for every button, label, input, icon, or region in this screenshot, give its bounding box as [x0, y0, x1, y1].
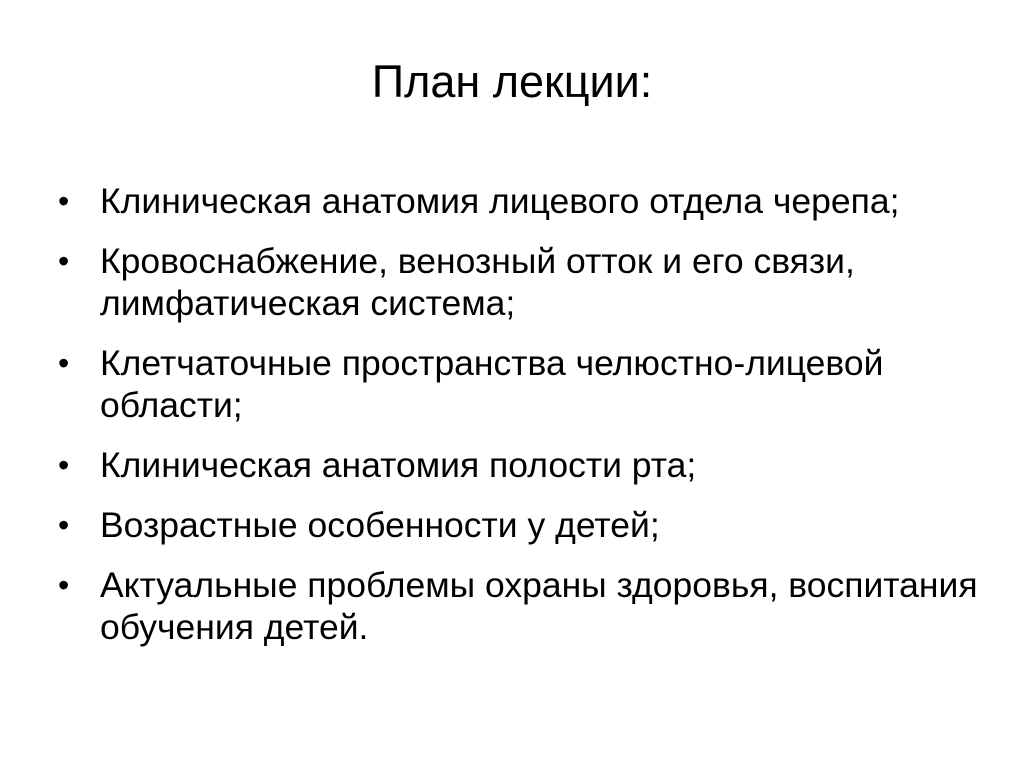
bullet-icon: • — [58, 567, 70, 603]
list-item — [58, 564, 978, 648]
list-item-text: Возрастные особенности у детей; — [100, 505, 660, 545]
list-item — [58, 504, 978, 546]
list-item — [58, 180, 978, 222]
slide-title: План лекции: — [371, 56, 653, 107]
bullet-icon: • — [58, 243, 70, 279]
list-item — [58, 342, 978, 426]
list-item-text: Клиническая анатомия лицевого отдела черепа; — [100, 181, 900, 221]
list-item-text: Клиническая анатомия полости рта; — [100, 445, 697, 485]
bullet-icon: • — [58, 507, 70, 543]
bullet-icon: • — [58, 447, 70, 483]
list-item-text: Клетчаточные пространства челюстно-лицевой области; — [100, 343, 884, 425]
bullet-list — [58, 180, 978, 666]
list-item — [58, 240, 978, 324]
bullet-icon: • — [58, 183, 70, 219]
list-item-text: Кровоснабжение, венозный отток и его связи, лимфатическая система; — [100, 241, 855, 323]
bullet-icon: • — [58, 345, 70, 381]
list-item — [58, 444, 978, 486]
list-item-text: Актуальные проблемы охраны здоровья, воспитания обучения детей. — [100, 565, 978, 647]
